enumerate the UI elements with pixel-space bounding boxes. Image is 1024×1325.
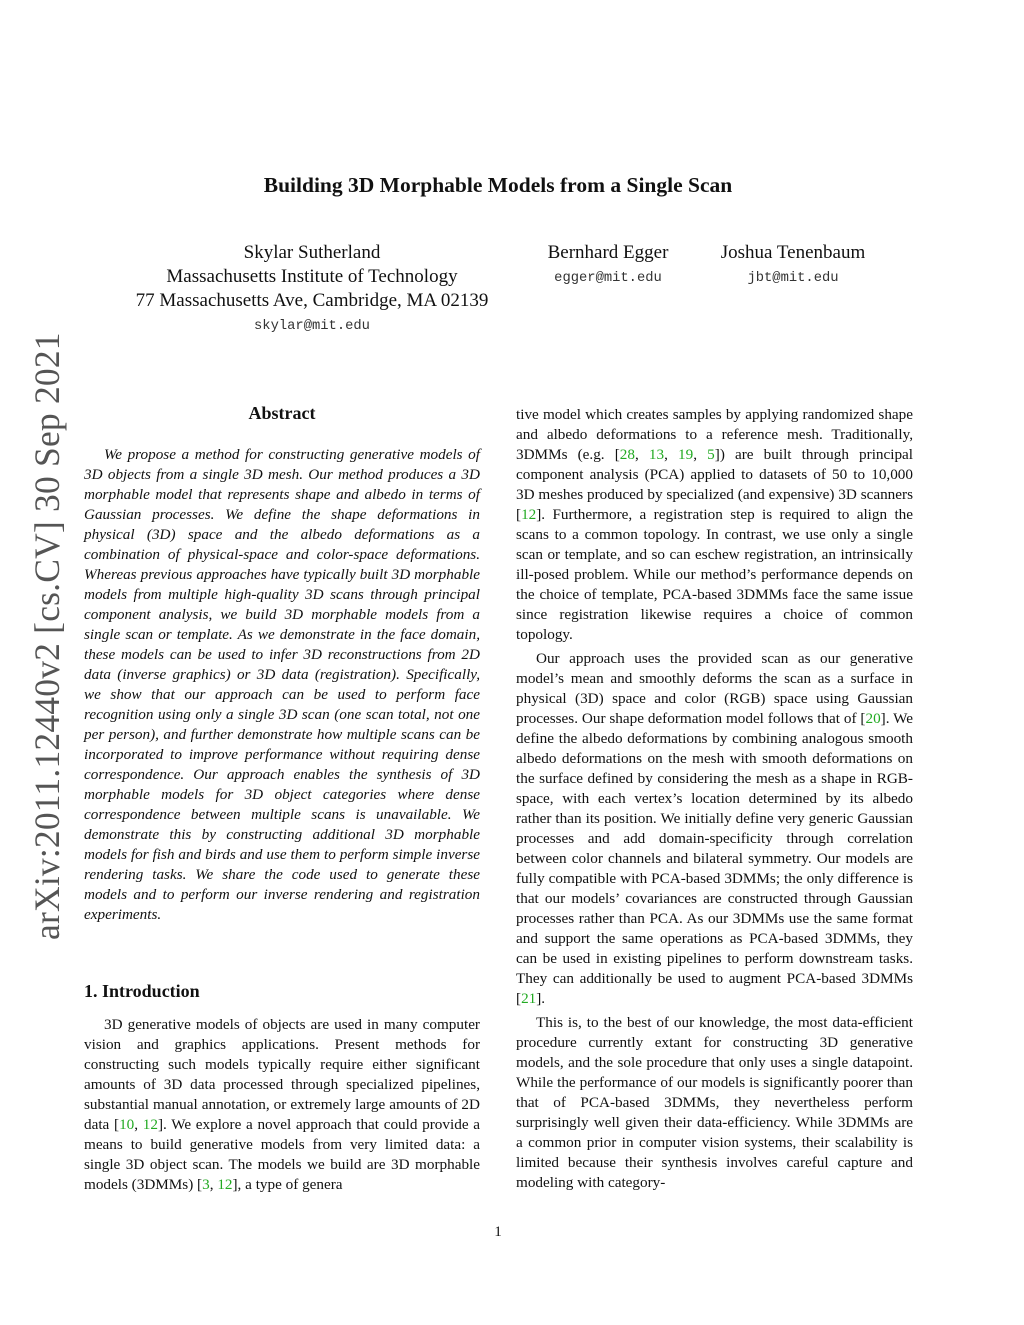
citation-link[interactable]: 3 — [202, 1176, 210, 1193]
citation-link[interactable]: 5 — [707, 446, 715, 463]
author-name: Joshua Tenenbaum — [720, 242, 866, 263]
intro-paragraph-3: Our approach uses the provided scan as our generative model’s mean and smoothly deforms the scan as a surface in physical (3D) space and color (RGB) space using Gaussian processes. Our shape deformation model follows that of [20]. We define the albedo deformations by combining analogous smooth albedo deformations on the mesh with smooth deformations on the surface defined by considering the mesh as a shape in RGB-space, with each vertex’s location determined by its albedo rather than its position. We initially define very generic Gaussian processes and add domain-specificity through correlation between color channels and bilateral symmetry. Our models are fully compatible with PCA-based 3DMMs; the only difference is that our models’ covariances are constructed through Gaussian processes rather than PCA. As our 3DMMs use the same format and support the same operations as PCA-based 3DMMs, they can be used in existing pipelines to perform downstream tasks. They can additionally be used to augment PCA-based 3DMMs [21]. — [516, 650, 913, 1007]
author-name: Skylar Sutherland — [243, 242, 381, 263]
introduction-heading: 1. Introduction — [84, 981, 200, 1001]
author-name: Bernhard Egger — [547, 242, 669, 263]
author-email[interactable]: skylar@mit.edu — [254, 319, 370, 334]
introduction-right-column — [516, 405, 913, 1193]
citation-link[interactable]: 12 — [521, 506, 537, 523]
author-block-2 — [518, 241, 698, 287]
arxiv-identifier: arXiv:2011.12440v2 [cs.CV] 30 Sep 2021 — [27, 332, 67, 940]
author-affiliation: Massachusetts Institute of Technology — [166, 266, 458, 287]
paper-title: Building 3D Morphable Models from a Single Scan — [263, 173, 733, 197]
citation-link[interactable]: 12 — [142, 1116, 158, 1133]
intro-paragraph-1: 3D generative models of objects are used in many computer vision and graphics applications. Present methods for constructing such models typically require either significant amounts of 3D data processed through specialized pipelines, substantial manual annotation, or extremely large amounts of 2D data [10, 12]. We explore a novel approach that could provide a means to build generative models from very limited data: a single 3D object scan. The models we build are 3D morphable models (3DMMs) [3, 12], a type of genera — [84, 1016, 480, 1193]
citation-link[interactable]: 20 — [865, 710, 881, 727]
page-number: 1 — [494, 1223, 502, 1240]
intro-paragraph-2: tive model which creates samples by applying randomized shape and albedo deformations to a reference mesh. Traditionally, 3DMMs (e.g. [28, 13, 19, 5]) are built through principal component analysis (PCA) applied to datasets of 50 to 10,000 3D meshes produced by specialized (and expensive) 3D scanners [12]. Furthermore, a registration step is required to align the scans to a common topology. In contrast, we use only a single scan or template, and so can eschew registration, an intrinsically ill-posed problem. While our method’s performance depends on the choice of template, PCA-based 3DMMs face the same issue since registration likewise requires a choice of common topology. — [516, 406, 914, 643]
citation-link[interactable]: 10 — [119, 1116, 135, 1133]
author-block-3 — [703, 241, 883, 287]
author-block-1 — [112, 241, 512, 335]
intro-paragraph-4: This is, to the best of our knowledge, the most data-efficient procedure currently extant for constructing 3D generative models, and the sole procedure that only uses a single datapoint. While the performance of our models is significantly poorer than that of PCA-based 3DMMs, they nevertheless perform surprisingly well given their data-efficiency. While 3DMMs are a common prior in computer vision systems, their scalability is limited because their synthesis involves careful capture and modeling with category- — [516, 1014, 913, 1191]
abstract-text: We propose a method for constructing generative models of 3D objects from a single 3D mesh. Our method produces a 3D morphable model that represents shape and albedo in terms of Gaussian processes. We define the shape deformations in physical (3D) space and the albedo deformations as a combination of physical-space and color-space deformations. Whereas previous approaches have typically built 3D morphable models from multiple high-quality 3D scans through principal component analysis, we build 3D morphable models from a single scan or template. As we demonstrate in the face domain, these models can be used to infer 3D reconstructions from 2D data (inverse graphics) or 3D data (registration). Specifically, we show that our approach can be used to perform face recognition using only a single 3D scan (one scan total, not one per person), and further demonstrate how multiple scans can be incorporated to improve performance without requiring dense correspondence. Our approach enables the synthesis of 3D morphable models for 3D object categories where dense correspondence between multiple scans is unavailable. We demonstrate this by constructing additional 3D morphable models for fish and birds and use them to perform simple inverse rendering tasks. We share the code used to generate these models and to perform our inverse rendering and registration experiments. — [84, 446, 480, 923]
citation-link[interactable]: 28 — [619, 446, 635, 463]
citation-link[interactable]: 19 — [678, 446, 694, 463]
abstract-body — [84, 445, 480, 925]
introduction-left-column — [84, 1015, 480, 1195]
abstract-heading: Abstract — [248, 403, 316, 423]
author-email[interactable]: egger@mit.edu — [554, 271, 662, 286]
citation-link[interactable]: 13 — [648, 446, 665, 463]
author-email[interactable]: jbt@mit.edu — [747, 271, 839, 286]
citation-link[interactable]: 12 — [217, 1176, 233, 1193]
citation-link[interactable]: 21 — [521, 990, 537, 1007]
author-address: 77 Massachusetts Ave, Cambridge, MA 02139 — [135, 290, 489, 311]
